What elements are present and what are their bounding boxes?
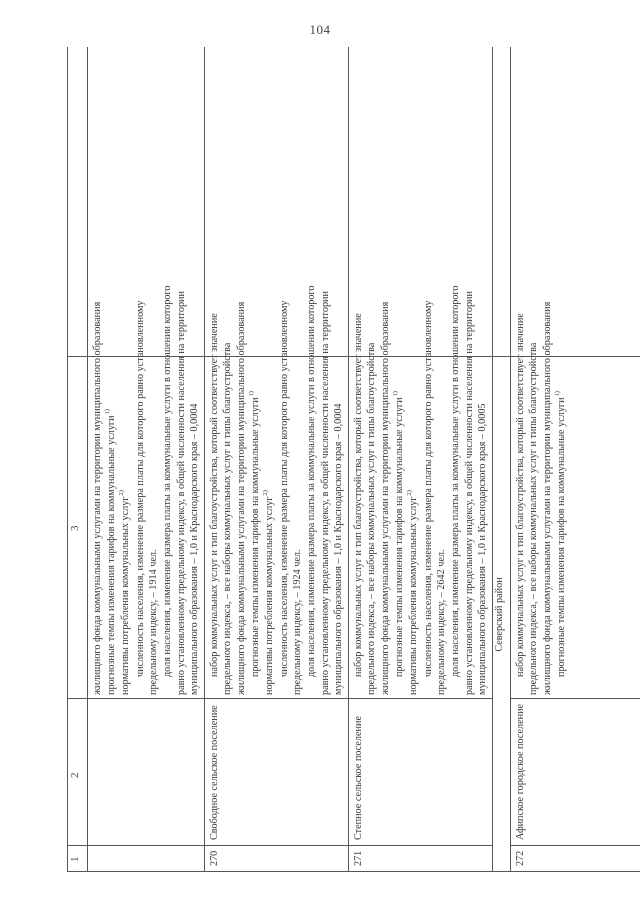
text-line [221, 342, 235, 695]
line-text: прогнозные темпы изменения тарифов на коммунальные услуги [105, 415, 117, 695]
line-text: прогнозные темпы изменения тарифов на коммунальные услуги [393, 397, 405, 677]
footnote-mark: 1) [103, 409, 111, 415]
line-text: муниципального образования – 1,0 и Краснодарского края – 0,0004 [333, 403, 345, 695]
text-line [449, 285, 463, 695]
text-line [161, 285, 175, 695]
column-border-left [67, 871, 492, 872]
column-border-left [510, 871, 640, 872]
line-text: равно установленному предельному индексу, в общей численности населения на территории [175, 291, 187, 695]
line-text: жилищного фонда коммунальными услугами на территории муниципального образования [235, 301, 247, 695]
text-line [514, 313, 528, 695]
district-title: Северский район [493, 577, 505, 652]
row-text [352, 285, 490, 695]
row-text [514, 301, 569, 695]
line-text: предельного индекса, – все наборы коммунальных услуг и типы благоустройства [222, 342, 234, 695]
text-line [291, 361, 305, 695]
line-text: нормативы потребления коммунальных услуг [264, 496, 276, 695]
text-line [555, 361, 570, 695]
text-line [134, 300, 148, 695]
column-header-3: 3 [69, 525, 81, 531]
row-number: 272 [514, 850, 526, 866]
line-text: набор коммунальных услуг и тип благоустройства, который соответствует значение [514, 313, 526, 677]
column-border [510, 698, 640, 699]
text-line [352, 313, 366, 695]
line-text: набор коммунальных услуг и тип благоустройства, который соответствует значение [208, 313, 220, 677]
settlement-name: Афипское городское поселение [514, 703, 526, 840]
text-line [476, 361, 490, 695]
column-border [510, 845, 640, 846]
line-text: предельному индексу, – 1914 чел. [148, 549, 160, 695]
row-number: 271 [352, 850, 364, 866]
district-left-border [492, 871, 510, 872]
line-text: численность населения, изменение размера платы для которого равно установленному [134, 300, 146, 677]
text-line [319, 291, 333, 695]
text-line [188, 361, 202, 695]
line-text: предельного индекса, – все наборы коммунальных услуг и типы благоустройства [366, 342, 378, 695]
line-text: равно установленному предельному индексу, в общей численности населения на территории [319, 291, 331, 695]
line-text: предельного индекса, – все наборы коммунальных услуг и типы благоустройства [528, 342, 540, 695]
line-text: жилищного фонда коммунальными услугами на территории муниципального образования [541, 301, 553, 695]
page-number: 104 [309, 22, 331, 37]
footnote-mark: 2) [262, 490, 270, 496]
row-number: 270 [208, 850, 220, 866]
column-border-right [67, 356, 640, 357]
settlement-name: Свободное сельское поселение [208, 705, 220, 840]
line-text: численность населения, изменение размера платы для которого равно установленному [278, 300, 290, 677]
footnote-mark: 1) [391, 391, 399, 397]
text-line [393, 361, 408, 695]
line-text: жилищного фонда коммунальными услугами на территории муниципального образования [379, 301, 391, 695]
row-border [492, 47, 493, 872]
text-line [365, 342, 379, 695]
footnote-mark: 1) [553, 391, 561, 397]
line-text: численность населения, изменение размера платы для которого равно установленному [422, 300, 434, 677]
text-line [541, 301, 555, 695]
line-text: прогнозные темпы изменения тарифов на коммунальные услуги [249, 397, 261, 677]
column-border [67, 698, 492, 699]
table-top-border [67, 47, 68, 872]
continuation-text [91, 285, 202, 695]
text-line [463, 291, 477, 695]
column-header-2: 2 [69, 772, 81, 778]
footnote-mark: 2) [118, 490, 126, 496]
text-line [235, 301, 249, 695]
rotated-table [61, 47, 576, 872]
line-text: доля населения, изменение размера платы за коммунальные услуги в отношении которого [305, 285, 317, 677]
line-text: набор коммунальных услуг и тип благоустройства, который соответствует значение [352, 313, 364, 677]
line-text: нормативы потребления коммунальных услуг [120, 496, 132, 695]
text-line [263, 361, 278, 695]
column-header-1: 1 [69, 856, 81, 862]
header-bottom-border [87, 47, 88, 872]
line-text: предельному индексу, – 2642 чел. [436, 549, 448, 695]
row-border [348, 47, 349, 872]
text-line [332, 361, 346, 695]
text-line [305, 285, 319, 695]
text-line [407, 361, 422, 695]
text-line [119, 361, 134, 695]
line-text: жилищного фонда коммунальными услугами на территории муниципального образования [92, 301, 103, 695]
text-line [105, 361, 120, 695]
line-text: муниципального образования – 1,0 и Краснодарского края – 0,0005 [477, 403, 489, 695]
text-line [278, 300, 292, 695]
text-line [91, 301, 105, 695]
text-line [527, 342, 541, 695]
footnote-mark: 1) [247, 391, 255, 397]
text-line [147, 361, 161, 695]
settlement-name: Степное сельское поселение [352, 716, 364, 840]
district-bottom-border [510, 47, 511, 872]
line-text: муниципального образования – 1,0 и Краснодарского края – 0,0004 [189, 403, 201, 695]
text-line [208, 313, 222, 695]
text-line [435, 361, 449, 695]
text-line [422, 300, 436, 695]
tariff-table [61, 47, 576, 872]
row-border [204, 47, 205, 872]
text-line [249, 361, 264, 695]
column-border [67, 845, 492, 846]
line-text: предельному индексу, – 1924 чел. [292, 549, 304, 695]
line-text: доля населения, изменение размера платы за коммунальные услуги в отношении которого [449, 285, 461, 677]
line-text: прогнозные темпы изменения тарифов на коммунальные услуги [555, 397, 567, 677]
footnote-mark: 2) [406, 490, 414, 496]
text-line [379, 301, 393, 695]
line-text: равно установленному предельному индексу, в общей численности населения на территории [463, 291, 475, 695]
row-text [208, 285, 346, 695]
line-text: доля населения, изменение размера платы за коммунальные услуги в отношении которого [161, 285, 173, 677]
text-line [175, 291, 189, 695]
line-text: нормативы потребления коммунальных услуг [408, 496, 420, 695]
